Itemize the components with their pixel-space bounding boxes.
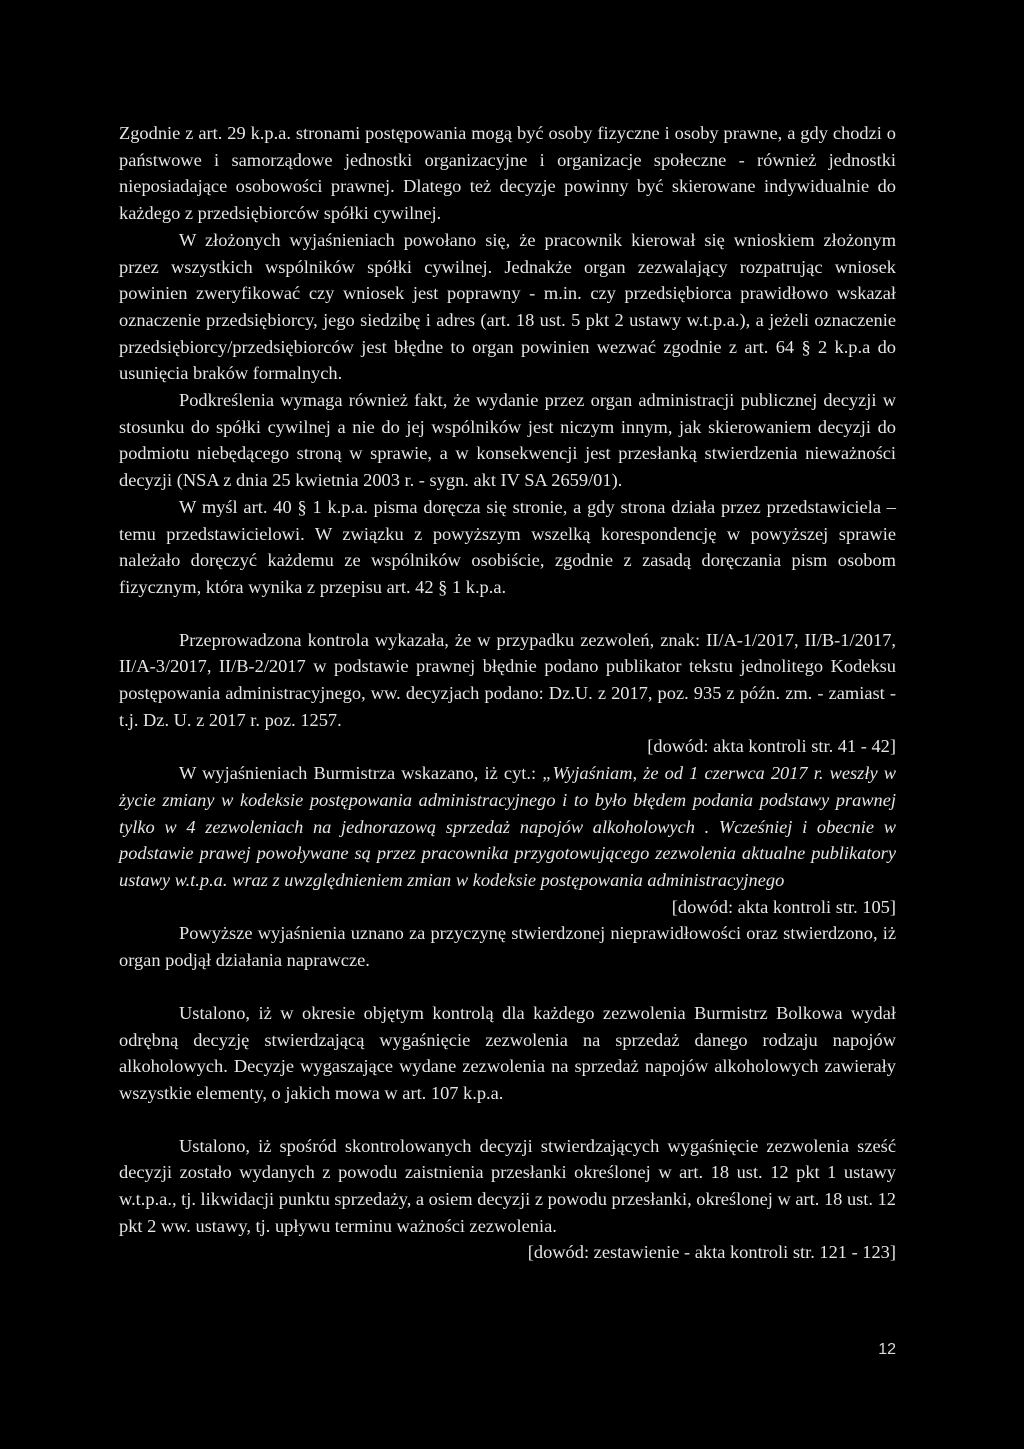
- evidence-reference: [dowód: akta kontroli str. 105]: [671, 896, 896, 917]
- paragraph-art-29: Zgodnie z art. 29 k.p.a. stronami postępowania mogą być osoby fizyczne i osoby prawne, a gdy chodzi o państwowe i samorządowe jednostki organizacyjne i organizacje społeczne - również jednostki nieposiadające osobowości prawnej. Dlatego też decyzje powinny być skierowane indywidualnie do każdego z przedsiębiorców spółki cywilnej.: [119, 123, 896, 224]
- paragraph-nullity-premise: Podkreślenia wymaga również fakt, że wydanie przez organ administracji publicznej decyzji w stosunku do spółki cywilnej a nie do jej wspólników jest niczym innym, jak skierowaniem decyzji do podmiotu niebędącego stroną w sprawie, a w konsekwencji jest przesłanką stwierdzenia nieważności decyzji (NSA z dnia 25 kwietnia 2003 r. - sygn. akt IV SA 2659/01).: [119, 390, 896, 491]
- paragraph-expiry-reasons: Ustalono, iż spośród skontrolowanych decyzji stwierdzających wygaśnięcie zezwolenia sześć decyzji zostało wydanych z powodu zaistnienia przesłanki określonej w art. 18 ust. 12 pkt 1 ustawy w.t.p.a., tj. likwidacji punktu sprzedaży, a osiem decyzji z powodu przesłanki, określonej w art. 18 ust. 12 pkt 2 ww. ustawy, tj. upływu terminu ważności zezwolenia.: [119, 1135, 896, 1236]
- explanation-lead: W wyjaśnieniach Burmistrza wskazano, iż cyt.:: [179, 763, 543, 784]
- evidence-reference: [dowód: zestawienie - akta kontroli str. 121 - 123]: [527, 1242, 896, 1263]
- paragraph-inspection-finding: Przeprowadzona kontrola wykazała, że w przypadku zezwoleń, znak: II/A-1/2017, II/B-1/2017, II/A-3/2017, II/B-2/2017 w podstawie prawnej błędnie podano publikator tekstu jednolitego Kodeksu postępowania administracyjnego, ww. decyzjach podano: Dz.U. z 2017, poz. 935 z późn. zm. - zamiast - t.j. Dz. U. z 2017 r. poz. 1257.: [119, 629, 896, 730]
- document-body: [119, 120, 896, 1266]
- paragraph-mayor-explanation: [119, 760, 896, 894]
- page-number: 12: [878, 1341, 896, 1358]
- explanation-quote: „Wyjaśniam, że od 1 czerwca 2017 r. weszły w życie zmiany w kodeksie postępowania administracyjnego i to było błędem podania podstawy prawnej tylko w 4 zezwoleniach na jednorazową sprzedaż napojów alkoholowych . Wcześniej i obecnie w podstawie prawej powoływane są przez pracownika przygotowującego zezwolenia aktualne publikatory ustawy w.t.p.a. wraz z uwzględnieniem zmian w kodeksie postępowania administracyjnego: [119, 763, 896, 890]
- paragraph-explanations-civil-partnership: W złożonych wyjaśnieniach powołano się, że pracownik kierował się wnioskiem złożonym przez wszystkich wspólników spółki cywilnej. Jednakże organ zezwalający rozpatrując wniosek powinien zweryfikować czy wniosek jest poprawny - m.in. czy przedsiębiorca prawidłowo wskazał oznaczenie przedsiębiorcy, jego siedzibę i adres (art. 18 ust. 5 pkt 2 ustawy w.t.p.a.), a jeżeli oznaczenie przedsiębiorcy/przedsiębiorców jest błędne to organ powinien wezwać zgodnie z art. 64 § 2 k.p.a do usunięcia braków formalnych.: [119, 229, 896, 384]
- paragraph-explanation-accepted: Powyższe wyjaśnienia uznano za przyczynę stwierdzonej nieprawidłowości oraz stwierdzono, iż organ podjął działania naprawcze.: [119, 923, 896, 971]
- paragraph-art-40-delivery: W myśl art. 40 § 1 k.p.a. pisma doręcza się stronie, a gdy strona działa przez przedstawiciela – temu przedstawicielowi. W związku z powyższym wszelką korespondencję w powyższej sprawie należało doręczyć każdemu ze wspólników osobiście, zgodnie z zasadą doręczania pism osobom fizycznym, która wynika z przepisu art. 42 § 1 k.p.a.: [119, 496, 896, 597]
- paragraph-expiry-decisions: Ustalono, iż w okresie objętym kontrolą dla każdego zezwolenia Burmistrz Bolkowa wydał odrębną decyzję stwierdzającą wygaśnięcie zezwolenia na sprzedaż danego rodzaju napojów alkoholowych. Decyzje wygaszające wydane zezwolenia na sprzedaż napojów alkoholowych zawierały wszystkie elementy, o jakich mowa w art. 107 k.p.a.: [119, 1002, 896, 1103]
- evidence-reference: [dowód: akta kontroli str. 41 - 42]: [647, 736, 896, 757]
